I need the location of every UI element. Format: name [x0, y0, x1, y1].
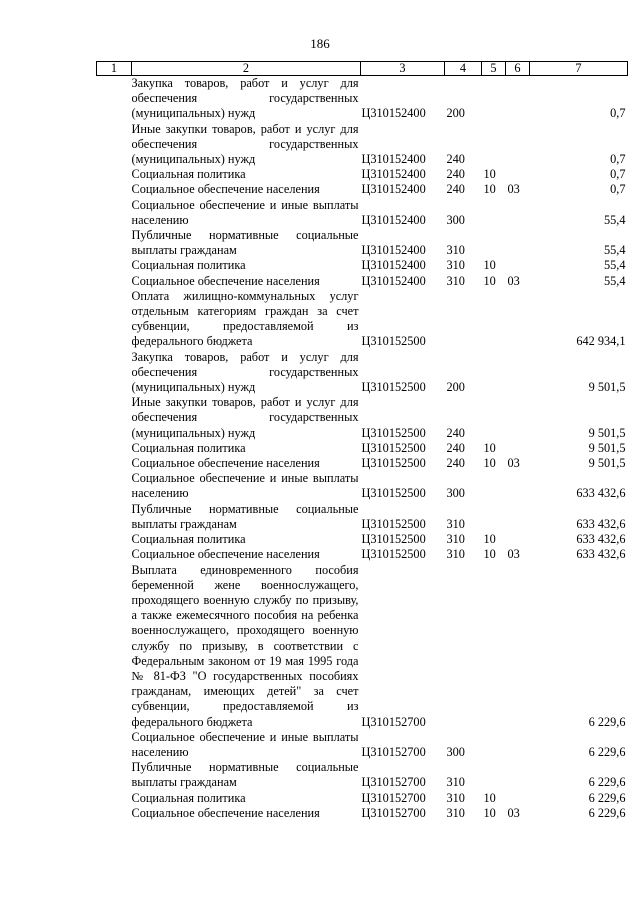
table-row: [97, 441, 628, 456]
row-name: Социальная политика: [131, 167, 246, 182]
row-code: Ц310152500: [361, 516, 426, 531]
table-row: [97, 289, 628, 350]
row-amount: 9 501,5: [588, 440, 626, 455]
row-code: Ц310152700: [361, 744, 426, 759]
row-amount: 9 501,5: [588, 425, 626, 440]
row-name: Социальное обеспечение населения: [131, 273, 320, 288]
row-name: Иные закупки товаров, работ и услуг для обеспечения государственных (муниципальных) нужд: [131, 395, 359, 440]
row-name: Социальное обеспечение и иные выплаты населению: [131, 197, 359, 227]
row-section: 10: [483, 790, 496, 805]
row-section: [482, 76, 506, 122]
row-subsection: 03: [507, 547, 520, 562]
table-row: [97, 563, 628, 730]
row-expense-type: 310: [446, 243, 465, 258]
row-code: Ц310152500: [361, 380, 426, 395]
header-col-7: 7: [530, 62, 628, 76]
row-empty-cell: [97, 182, 132, 197]
row-section: [482, 563, 506, 730]
row-section: [482, 228, 506, 258]
row-name: Социальное обеспечение и иные выплаты населению: [131, 471, 359, 501]
row-empty-cell: [97, 167, 132, 182]
row-expense-type: 240: [446, 456, 465, 471]
row-expense-type: [445, 289, 482, 350]
table-row: [97, 274, 628, 289]
row-section: 10: [483, 258, 496, 273]
row-expense-type: 310: [446, 775, 465, 790]
row-amount: 55,4: [603, 258, 626, 273]
table-row: [97, 806, 628, 821]
row-section: [482, 730, 506, 760]
row-amount: 633 432,6: [576, 547, 626, 562]
row-empty-cell: [97, 471, 132, 501]
row-amount: 55,4: [603, 212, 626, 227]
row-code: Ц310152400: [361, 167, 426, 182]
table-row: [97, 547, 628, 562]
row-empty-cell: [97, 274, 132, 289]
row-amount: 0,7: [610, 182, 626, 197]
header-col-5: 5: [482, 62, 506, 76]
row-expense-type: 200: [446, 106, 465, 121]
row-expense-type: 240: [446, 167, 465, 182]
row-code: Ц310152400: [361, 182, 426, 197]
row-name: Социальная политика: [131, 258, 246, 273]
row-subsection: [506, 532, 530, 547]
row-section: 10: [483, 456, 496, 471]
row-section: 10: [483, 547, 496, 562]
table-row: [97, 167, 628, 182]
row-amount: 0,7: [610, 106, 626, 121]
row-amount: 6 229,6: [588, 714, 626, 729]
row-empty-cell: [97, 122, 132, 168]
row-code: Ц310152700: [361, 805, 426, 820]
table-row: [97, 122, 628, 168]
table-body: [97, 76, 628, 821]
row-empty-cell: [97, 258, 132, 273]
row-code: Ц310152500: [361, 425, 426, 440]
row-subsection: [506, 441, 530, 456]
row-subsection: [506, 350, 530, 396]
row-expense-type: 310: [446, 790, 465, 805]
table-row: [97, 456, 628, 471]
row-subsection: 03: [507, 456, 520, 471]
row-code: Ц310152700: [361, 790, 426, 805]
row-name: Публичные нормативные социальные выплаты гражданам: [131, 760, 359, 790]
row-name: Социальное обеспечение и иные выплаты населению: [131, 729, 359, 759]
row-name: Закупка товаров, работ и услуг для обеспечения государственных (муниципальных) нужд: [131, 76, 359, 121]
row-code: Ц310152400: [361, 243, 426, 258]
table-row: [97, 76, 628, 122]
row-name: Оплата жилищно-коммунальных услуг отдельным категориям граждан за счет субвенции, предоставляемой из федерального бюджета: [131, 288, 359, 349]
row-subsection: [506, 395, 530, 441]
row-amount: 0,7: [610, 167, 626, 182]
row-subsection: [506, 502, 530, 532]
row-empty-cell: [97, 289, 132, 350]
table-row: [97, 730, 628, 760]
row-empty-cell: [97, 806, 132, 821]
row-empty-cell: [97, 547, 132, 562]
row-subsection: [506, 471, 530, 501]
row-empty-cell: [97, 395, 132, 441]
table-row: [97, 502, 628, 532]
row-name: Социальное обеспечение населения: [131, 456, 320, 471]
row-expense-type: 240: [446, 152, 465, 167]
table-row: [97, 395, 628, 441]
row-empty-cell: [97, 730, 132, 760]
row-amount: 633 432,6: [576, 516, 626, 531]
table-row: [97, 350, 628, 396]
table-row: [97, 198, 628, 228]
row-amount: 9 501,5: [588, 380, 626, 395]
row-subsection: [506, 760, 530, 790]
row-name: Выплата единовременного пособия беременной жене военнослужащего, проходящего военную службу по призыву, а также ежемесячного пособия на ребенка военнослужащего, проходящего военную службу по призыву, в соответствии с Федеральным законом от 19 мая 1995 года № 81-ФЗ "О государственных пособиях гражданам, имеющих детей" за счет субвенции, предоставляемой из федерального бюджета: [131, 562, 359, 729]
row-amount: 9 501,5: [588, 456, 626, 471]
row-amount: 633 432,6: [576, 486, 626, 501]
header-col-1: 1: [97, 62, 132, 76]
row-subsection: [506, 289, 530, 350]
row-amount: 6 229,6: [588, 775, 626, 790]
row-empty-cell: [97, 502, 132, 532]
table-row: [97, 258, 628, 273]
row-empty-cell: [97, 791, 132, 806]
row-subsection: 03: [507, 182, 520, 197]
row-section: [482, 502, 506, 532]
header-col-3: 3: [361, 62, 445, 76]
row-subsection: 03: [507, 805, 520, 820]
row-code: Ц310152500: [361, 334, 426, 349]
table-row: [97, 532, 628, 547]
row-expense-type: 240: [446, 440, 465, 455]
page-number: 186: [310, 36, 330, 51]
row-empty-cell: [97, 228, 132, 258]
row-name: Социальная политика: [131, 440, 246, 455]
row-empty-cell: [97, 441, 132, 456]
row-empty-cell: [97, 760, 132, 790]
row-code: Ц310152500: [361, 440, 426, 455]
row-subsection: [506, 730, 530, 760]
row-expense-type: 200: [446, 380, 465, 395]
header-col-2: 2: [132, 62, 361, 76]
row-code: Ц310152500: [361, 547, 426, 562]
row-name: Публичные нормативные социальные выплаты гражданам: [131, 228, 359, 258]
row-expense-type: 310: [446, 532, 465, 547]
row-amount: 55,4: [603, 273, 626, 288]
row-code: Ц310152500: [361, 456, 426, 471]
table-row: [97, 182, 628, 197]
row-code: Ц310152400: [361, 258, 426, 273]
row-code: Ц310152400: [361, 273, 426, 288]
row-expense-type: 240: [446, 182, 465, 197]
row-empty-cell: [97, 350, 132, 396]
row-amount: 55,4: [603, 243, 626, 258]
row-expense-type: 300: [446, 486, 465, 501]
row-amount: 6 229,6: [588, 790, 626, 805]
table-row: [97, 471, 628, 501]
row-section: 10: [483, 167, 496, 182]
row-section: 10: [483, 273, 496, 288]
row-name: Публичные нормативные социальные выплаты гражданам: [131, 501, 359, 531]
row-expense-type: 310: [446, 805, 465, 820]
row-section: [482, 350, 506, 396]
row-section: [482, 471, 506, 501]
budget-table: [96, 61, 628, 821]
row-section: [482, 760, 506, 790]
row-subsection: [506, 791, 530, 806]
row-amount: 6 229,6: [588, 744, 626, 759]
table-row: [97, 228, 628, 258]
header-col-4: 4: [445, 62, 482, 76]
row-empty-cell: [97, 198, 132, 228]
row-amount: 6 229,6: [588, 805, 626, 820]
header-col-6: 6: [506, 62, 530, 76]
row-name: Закупка товаров, работ и услуг для обеспечения государственных (муниципальных) нужд: [131, 349, 359, 395]
row-amount: 0,7: [610, 152, 626, 167]
row-empty-cell: [97, 76, 132, 122]
row-subsection: 03: [507, 273, 520, 288]
row-subsection: [506, 228, 530, 258]
row-empty-cell: [97, 532, 132, 547]
row-subsection: [506, 167, 530, 182]
row-code: Ц310152400: [361, 212, 426, 227]
table-row: [97, 760, 628, 790]
row-name: Социальная политика: [131, 532, 246, 547]
row-section: [482, 198, 506, 228]
header-row: [97, 62, 628, 76]
table-row: [97, 791, 628, 806]
row-section: [482, 289, 506, 350]
row-empty-cell: [97, 563, 132, 730]
row-section: 10: [483, 805, 496, 820]
row-section: 10: [483, 182, 496, 197]
row-expense-type: 310: [446, 258, 465, 273]
row-subsection: [506, 563, 530, 730]
row-code: Ц310152400: [361, 152, 426, 167]
row-expense-type: 300: [446, 744, 465, 759]
row-code: Ц310152700: [361, 714, 426, 729]
row-code: Ц310152400: [361, 106, 426, 121]
row-subsection: [506, 76, 530, 122]
row-section: [482, 122, 506, 168]
row-name: Социальное обеспечение населения: [131, 805, 320, 820]
row-section: 10: [483, 440, 496, 455]
row-amount: 642 934,1: [576, 334, 626, 349]
row-expense-type: 240: [446, 425, 465, 440]
row-code: Ц310152700: [361, 775, 426, 790]
row-subsection: [506, 122, 530, 168]
row-empty-cell: [97, 456, 132, 471]
row-name: Социальное обеспечение населения: [131, 182, 320, 197]
row-name: Иные закупки товаров, работ и услуг для обеспечения государственных (муниципальных) нужд: [131, 121, 359, 167]
row-name: Социальное обеспечение населения: [131, 547, 320, 562]
row-code: Ц310152500: [361, 532, 426, 547]
row-section: [482, 395, 506, 441]
row-expense-type: 310: [446, 273, 465, 288]
row-subsection: [506, 198, 530, 228]
row-name: Социальная политика: [131, 790, 246, 805]
row-section: 10: [483, 532, 496, 547]
row-expense-type: 310: [446, 547, 465, 562]
row-subsection: [506, 258, 530, 273]
row-code: Ц310152500: [361, 486, 426, 501]
row-expense-type: [445, 563, 482, 730]
table-header: [97, 62, 628, 76]
row-amount: 633 432,6: [576, 532, 626, 547]
row-expense-type: 300: [446, 212, 465, 227]
row-expense-type: 310: [446, 516, 465, 531]
